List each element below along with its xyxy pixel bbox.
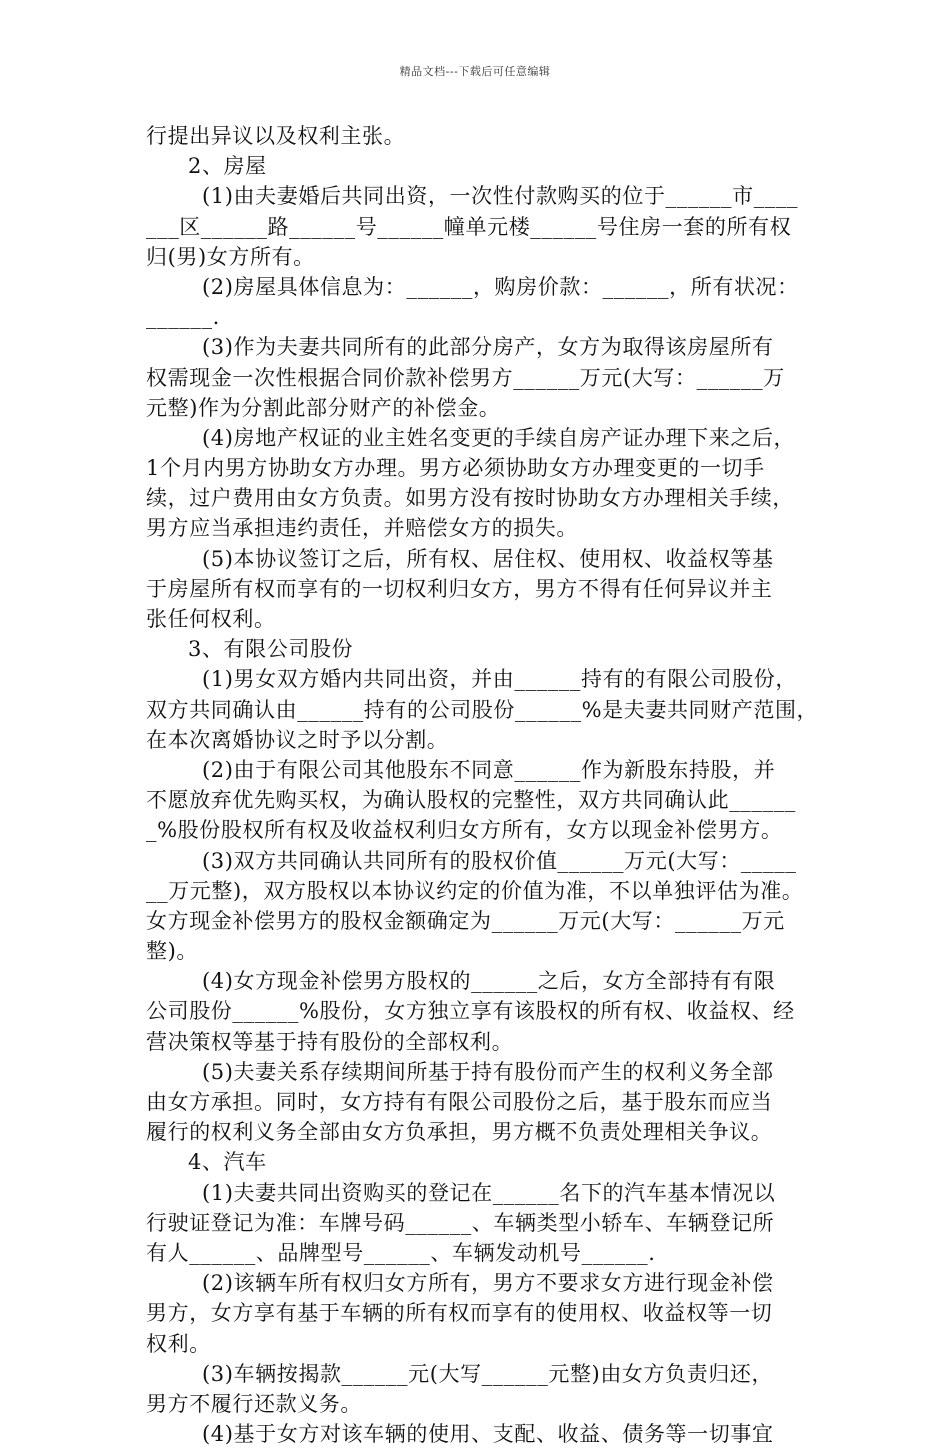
text-line: (4)基于女方对该车辆的使用、支配、收益、债务等一切事宜: [202, 1422, 774, 1447]
text-line: (3)车辆按揭款______元(大写______元整)由女方负责归还，: [202, 1361, 774, 1386]
text-line: 归(男)女方所有。: [146, 244, 315, 269]
text-line: (2)房屋具体信息为：______，购房价款：______，所有状况：: [202, 274, 799, 299]
text-line: (4)房地产权证的业主姓名变更的手续自房产证办理下来之后，: [202, 425, 796, 450]
text-line: (5)夫妻关系存续期间所基于持有股份而产生的权利义务全部: [202, 1059, 774, 1084]
text-line: 履行的权利义务全部由女方负承担，男方概不负责处理相关争议。: [146, 1120, 773, 1145]
text-line: 营决策权等基于持有股份的全部权利。: [146, 1029, 514, 1054]
text-line: 双方共同确认由______持有的公司股份______%是夫妻共同财产范围，: [146, 697, 819, 722]
text-line: (5)本协议签订之后，所有权、居住权、使用权、收益权等基: [202, 546, 774, 571]
text-line: (1)夫妻共同出资购买的登记在______名下的汽车基本情况以: [202, 1180, 776, 1205]
text-line: 不愿放弃优先购买权，为确认股权的完整性，双方共同确认此______: [146, 788, 796, 813]
text-line: 张任何权利。: [146, 607, 276, 631]
text-line: 男方，女方享有基于车辆的所有权而享有的使用权、收益权等一切: [146, 1301, 773, 1326]
text-line: (2)该辆车所有权归女方所有，男方不要求女方进行现金补偿: [202, 1271, 774, 1296]
page-header: 精品文档---下载后可任意编辑: [399, 65, 551, 78]
text-line: 于房屋所有权而享有的一切权利归女方，男方不得有任何异议并主: [146, 576, 773, 601]
text-line: 1个月内男方协助女方办理。男方必须协助女方办理变更的一切手: [146, 456, 765, 481]
text-line: 2、房屋: [188, 154, 267, 179]
text-line: 权利。: [146, 1331, 211, 1356]
text-line: 公司股份______%股份，女方独立享有该股权的所有权、收益权、经: [146, 999, 795, 1024]
document-body: [146, 121, 818, 1449]
text-line: 行驶证登记为准：车牌号码______、车辆类型小轿车、车辆登记所: [146, 1210, 775, 1235]
text-line: 整)。: [146, 939, 198, 964]
text-line: 行提出异议以及权利主张。: [146, 124, 406, 148]
text-line: 有人______、品牌型号______、车辆发动机号______.: [146, 1240, 656, 1265]
text-line: 男方应当承担违约责任，并赔偿女方的损失。: [146, 516, 578, 541]
text-line: 4、汽车: [188, 1150, 267, 1175]
text-line: (3)双方共同确认共同所有的股权价值______万元(大写：_____: [202, 848, 797, 873]
text-line: (3)作为夫妻共同所有的此部分房产，女方为取得该房屋所有: [202, 335, 774, 360]
text-line: 元整)作为分割此部分财产的补偿金。: [146, 395, 501, 420]
text-line: 由女方承担。同时，女方持有有限公司股份之后，基于股东而应当: [146, 1090, 773, 1114]
text-line: ___区______路______号______幢单元楼______号住房一套的所有权: [146, 214, 792, 239]
text-line: ______.: [146, 305, 220, 330]
text-line: 男方不履行还款义务。: [146, 1391, 362, 1416]
text-line: (1)由夫妻婚后共同出资，一次性付款购买的位于______市____: [202, 184, 799, 209]
text-line: 权需现金一次性根据合同价款补偿男方______万元(大写：______万: [146, 365, 785, 390]
text-line: 3、有限公司股份: [188, 637, 354, 662]
text-line: (1)男女双方婚内共同出资，并由______持有的有限公司股份，: [202, 667, 797, 692]
text-line: 在本次离婚协议之时予以分割。: [146, 727, 449, 752]
text-line: (2)由于有限公司其他股东不同意______作为新股东持股，并: [202, 757, 776, 782]
text-line: __万元整)，双方股权以本协议约定的价值为准，不以单独评估为准。: [146, 878, 804, 903]
text-line: 女方现金补偿男方的股权金额确定为______万元(大写：______万元: [146, 908, 785, 933]
text-line: 续，过户费用由女方负责。如男方没有按时协助女方办理相关手续，: [146, 486, 794, 511]
text-line: _%股份股权所有权及收益权利归女方所有，女方以现金补偿男方。: [146, 818, 783, 843]
text-line: (4)女方现金补偿男方股权的______之后，女方全部持有有限: [202, 969, 776, 994]
